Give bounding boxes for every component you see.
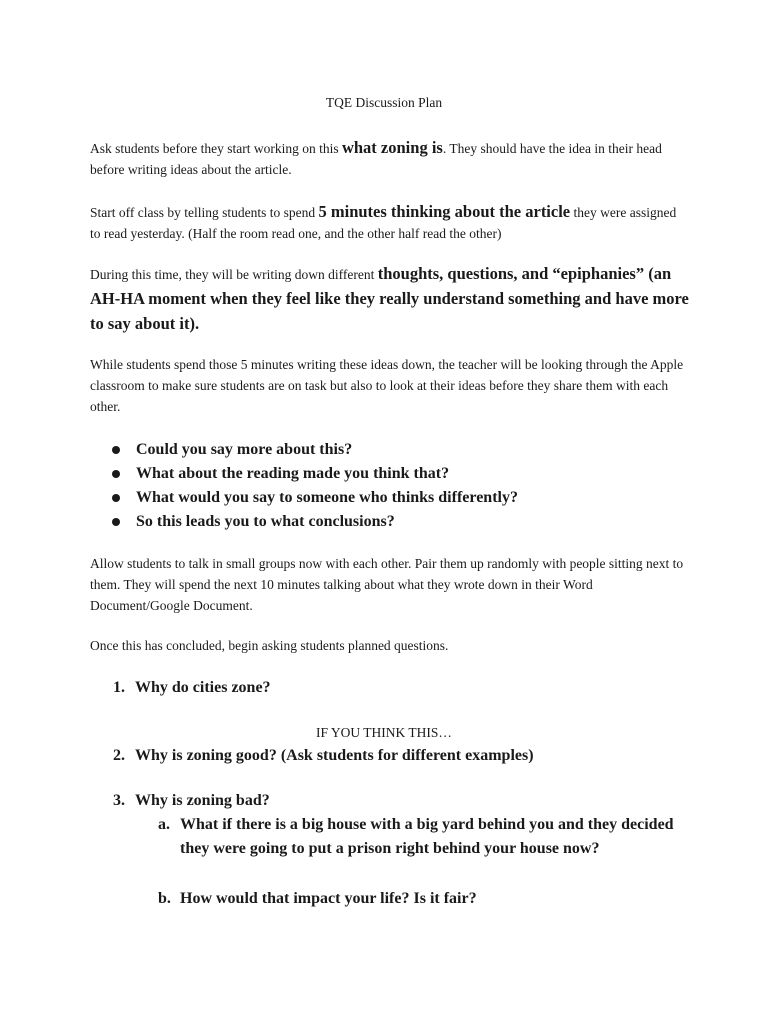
subquestion-text: How would that impact your life? Is it fair?: [180, 890, 477, 907]
subquestion-text: What if there is a big house with a big yard behind you and they decided they were going to put a prison right behind your house now?: [180, 816, 674, 857]
paragraph-text: Start off class by telling students to spend: [90, 205, 319, 220]
bullet-icon: [112, 494, 120, 502]
document-title: TQE Discussion Plan: [325, 95, 443, 110]
list-item: [90, 462, 690, 486]
paragraph-planned-questions: Once this has concluded, begin asking students planned questions.: [90, 638, 449, 653]
paragraph-emphasis: 5 minutes thinking about the article: [318, 202, 571, 221]
paragraph-text: Ask students before they start working on this: [90, 141, 342, 156]
bullet-icon: [112, 470, 120, 478]
question-3: [113, 789, 713, 813]
list-item-text: What would you say to someone who thinks differently?: [136, 489, 518, 506]
paragraph-what-zoning-is: [90, 137, 690, 180]
paragraph-five-minutes: [90, 201, 690, 244]
list-item-text: What about the reading made you think that?: [136, 465, 450, 482]
bullet-icon: [112, 446, 120, 454]
paragraph-apple-classroom: While students spend those 5 minutes writing these ideas down, the teacher will be looking through the Apple classroom to make sure students are on task but also to look at their ideas before they share them with each other.: [90, 357, 684, 414]
list-item: [90, 510, 690, 534]
question-text: Why do cities zone?: [135, 679, 271, 696]
paragraph-small-groups: Allow students to talk in small groups now with each other. Pair them up randomly with people sitting next to them. They will spend the next 10 minutes talking about what they wrote down in their Word Document/Google Document.: [90, 556, 684, 613]
list-item: [90, 438, 690, 462]
list-item-text: Could you say more about this?: [136, 441, 353, 458]
paragraph-text: they were assigned to read yesterday. (Half the room read one, and the other half read the other): [90, 205, 677, 241]
subquestion-letter: b.: [158, 890, 171, 907]
subquestion-a: [158, 813, 698, 861]
prompt-list: [90, 438, 690, 534]
paragraph-text: . They should have the idea in their head before writing ideas about the article.: [90, 141, 662, 177]
question-text: Why is zoning bad?: [135, 792, 270, 809]
question-number: 2.: [113, 747, 125, 764]
paragraph-emphasis: thoughts, questions, and “epiphanies” (an AH-HA moment when they feel like they really understand something and have more to say about it).: [90, 264, 689, 333]
paragraph-thoughts: [90, 262, 690, 337]
question-number: 3.: [113, 792, 125, 809]
paragraph-text: During this time, they will be writing down different: [90, 267, 378, 282]
question-text: Why is zoning good? (Ask students for different examples): [135, 747, 534, 764]
if-you-think-this-note: IF YOU THINK THIS…: [316, 725, 452, 740]
question-2: [113, 744, 713, 768]
question-1: [113, 676, 713, 700]
bullet-icon: [112, 518, 120, 526]
subquestion-letter: a.: [158, 816, 170, 833]
list-item-text: So this leads you to what conclusions?: [136, 513, 395, 530]
question-number: 1.: [113, 679, 125, 696]
list-item: [90, 486, 690, 510]
subquestion-b: [158, 887, 698, 911]
paragraph-emphasis: what zoning is: [341, 138, 443, 157]
